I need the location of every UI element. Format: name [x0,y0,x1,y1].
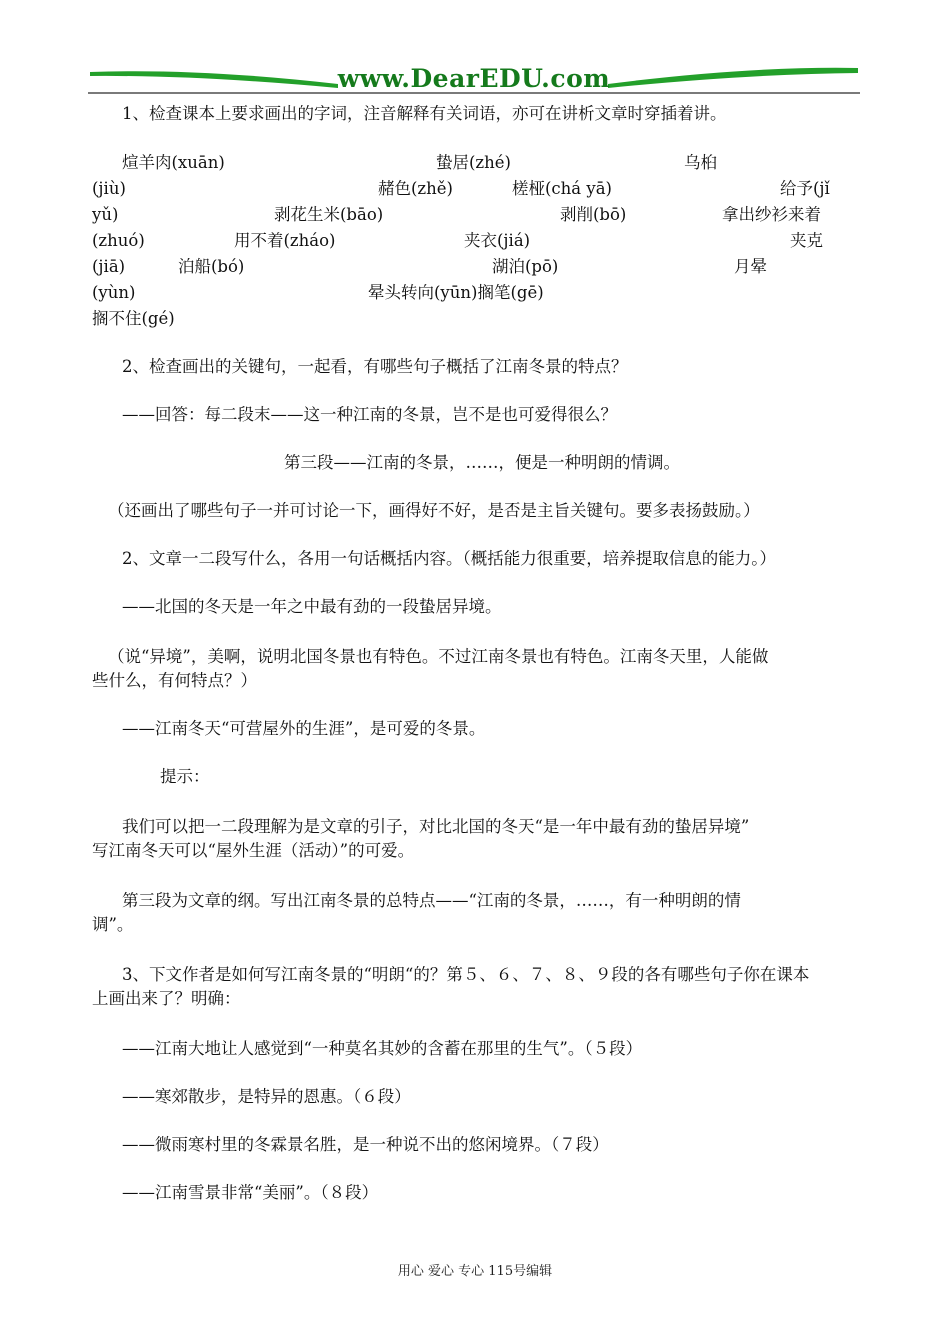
paragraph-17: ——江南雪景非常“美丽”。（８段） [122,1183,379,1202]
vocab-item: 剥花生米(bāo) [274,205,384,224]
paragraph-8-line-1: （说“异境”，美啊，说明北国冬景也有特色。不过江南冬景也有特色。江南冬天里，人能做 [108,647,769,666]
paragraph-15: ——寒郊散步，是特异的恩惠。（６段） [122,1087,411,1106]
vocab-item: yǔ) [92,205,119,224]
paragraph-11-line-1: 我们可以把一二段理解为是文章的引子，对比北国的冬天“是一年中最有劲的蛰居异境” [122,817,750,836]
page-header [88,62,860,96]
vocab-item: (yùn) [92,283,136,302]
page-footer: 用心 爱心 专心 115号编辑 [397,1264,553,1279]
vocab-item: 泊船(bó) [178,257,245,276]
vocab-item: 晕头转向(yūn)搁笔(gē) [368,283,544,302]
vocab-item: 夹克 [790,231,823,250]
vocab-item: 乌桕 [684,153,717,172]
paragraph-3: ——回答：每二段末——这一种江南的冬景，岂不是也可爱得很么？ [122,405,617,424]
vocab-item: 湖泊(pō) [492,257,559,276]
paragraph-6: 2、文章一二段写什么，各用一句话概括内容。（概括能力很重要，培养提取信息的能力。） [122,549,776,568]
vocab-item: 煊羊肉(xuān) [122,153,225,172]
paragraph-11-line-2: 写江南冬天可以“屋外生涯（活动）”的可爱。 [92,841,415,860]
vocab-item: 给予(jǐ [780,179,830,198]
vocab-item: 月晕 [734,257,767,276]
paragraph-7: ——北国的冬天是一年之中最有劲的一段蛰居异境。 [122,597,502,616]
site-logo[interactable]: www.DearEDU.com [337,64,611,93]
paragraph-12-line-1: 第三段为文章的纲。写出江南冬景的总特点——“江南的冬景，……，有一种明朗的情 [122,891,741,910]
vocab-item: 槎桠(chá yā) [512,179,612,198]
paragraph-8-line-2: 些什么，有何特点？） [92,671,257,690]
vocab-item: 蛰居(zhé) [436,153,511,172]
paragraph-4: 第三段——江南的冬景，……，便是一种明朗的情调。 [284,453,680,472]
vocab-item: 赭色(zhě) [378,179,453,198]
vocab-item: 剥削(bō) [560,205,627,224]
paragraph-12-line-2: 调”。 [92,915,134,934]
paragraph-1: 1、检查课本上要求画出的字词，注音解释有关词语，亦可在讲析文章时穿插着讲。 [122,104,727,123]
vocab-item: 搁不住(gé) [92,309,175,328]
vocab-item: 用不着(zháo) [234,231,336,250]
paragraph-13-line-1: 3、下文作者是如何写江南冬景的“明朗“的？第５、６、７、８、９段的各有哪些句子你在课本 [122,965,810,984]
paragraph-2: 2、检查画出的关键句，一起看，有哪些句子概括了江南冬景的特点？ [122,357,628,376]
vocab-item: 夹衣(jiá) [464,231,531,250]
paragraph-5: （还画出了哪些句子一并可讨论一下，画得好不好，是否是主旨关键句。要多表扬鼓励。） [108,501,760,520]
vocab-item: 拿出纱衫来着 [722,205,821,224]
paragraph-14: ——江南大地让人感觉到“一种莫名其妙的含蓄在那里的生气”。（５段） [122,1039,643,1058]
vocab-item: (jiù) [92,179,126,198]
paragraph-10: 提示： [160,767,210,786]
vocab-item: (zhuó) [92,231,145,250]
paragraph-16: ——微雨寒村里的冬霖景名胜，是一种说不出的悠闲境界。（７段） [122,1135,609,1154]
paragraph-13-line-2: 上画出来了？明确： [92,989,241,1008]
paragraph-9: ——江南冬天“可营屋外的生涯”，是可爱的冬景。 [122,719,486,738]
vocab-item: (jiā) [92,257,126,276]
